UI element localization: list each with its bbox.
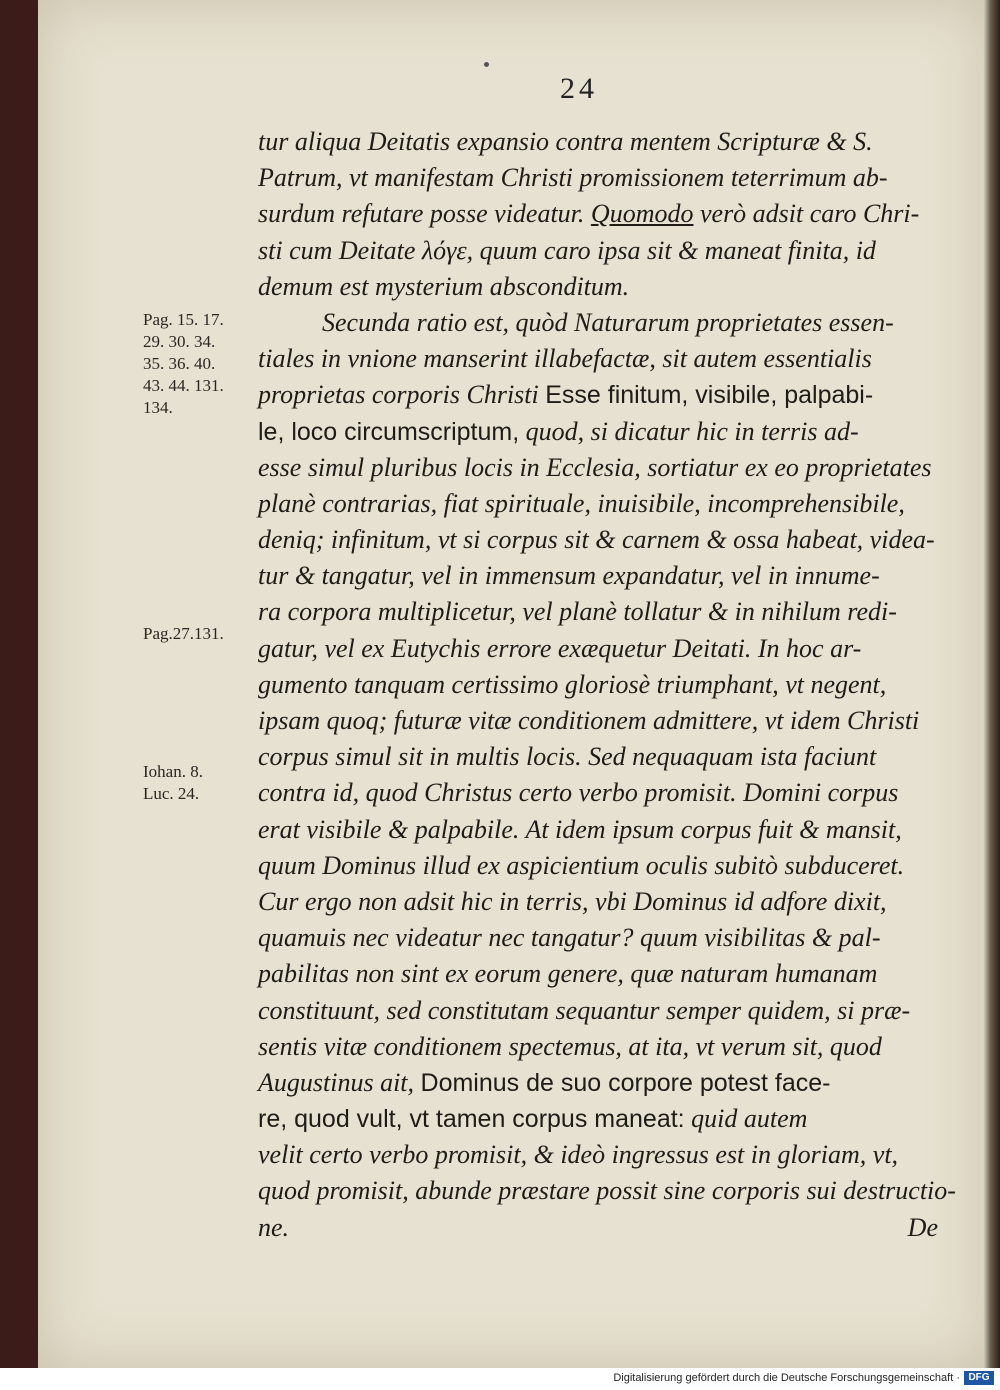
margin-note-ref: 29. 30. 34.: [143, 332, 216, 351]
text-line: contra id, quod Christus certo verbo promisit. Domini corpus: [258, 778, 899, 808]
underlined-word: Quomodo: [590, 199, 694, 229]
roman-text: Dominus de suo corpore potest face-: [420, 1068, 831, 1097]
text-line: tur aliqua Deitatis expansio contra mentem Scripturæ & S.: [258, 127, 873, 156]
text-line: planè contrarias, fiat spirituale, inuisibile, incomprehensibile,: [258, 488, 905, 518]
text-line: [258, 1065, 938, 1101]
text-line: [258, 1101, 938, 1137]
text-line: tiales in vnione manserint illabefactæ, sit autem essentialis: [258, 344, 872, 374]
text-line: Secunda ratio est, quòd Naturarum proprietates essen-: [322, 307, 894, 337]
text-line: demum est mysterium absconditum.: [258, 271, 630, 301]
text-line: Cur ergo non adsit hic in terris, vbi Dominus id adfore dixit,: [258, 886, 887, 916]
text-segment: Augustinus ait,: [258, 1067, 415, 1097]
text-line: gatur, vel ex Eutychis errore exæquetur Deitati. In hoc ar-: [258, 633, 862, 663]
margin-note-ref: Luc. 24.: [143, 784, 200, 803]
text-line: pabilitas non sint ex eorum genere, quæ naturam humanam: [258, 959, 878, 989]
text-segment: proprietas corporis Christi: [258, 380, 539, 410]
text-line: deniq; infinitum, vt si corpus sit & carnem & ossa habeat, videa-: [258, 525, 935, 555]
text-line: quamuis nec videatur nec tangatur? quum visibilitas & pal-: [258, 923, 881, 953]
text-line: erat visibile & palpabile. At idem ipsum corpus fuit & mansit,: [258, 814, 902, 844]
text-segment: surdum refutare posse videatur.: [258, 199, 585, 229]
text-line: esse simul pluribus locis in Ecclesia, sortiatur ex eo proprietates: [258, 452, 932, 482]
text-line: ipsam quoq; futuræ vitæ conditionem admittere, vt idem Christi: [258, 706, 920, 735]
dfg-logo: DFG: [964, 1371, 994, 1385]
text-line: [258, 414, 938, 450]
margin-note-ref: 43. 44. 131.: [143, 376, 224, 395]
text-line: tur & tangatur, vel in immensum expandatur, vel in innume-: [258, 561, 880, 591]
text-line: ra corpora multiplicetur, vel planè tollatur & in nihilum redi-: [258, 597, 897, 627]
page-binding-edge: [984, 0, 1000, 1368]
text-segment: ne.: [258, 1212, 290, 1242]
margin-note-ref: Iohan. 8.: [143, 762, 203, 781]
text-line: corpus simul sit in multis locis. Sed nequaquam ista faciunt: [258, 742, 877, 772]
text-line: quum Dominus illud ex aspicientium oculis subitò subduceret.: [258, 850, 905, 880]
text-line: constituunt, sed constitutam sequantur semper quidem, si præ-: [258, 995, 911, 1025]
margin-note-ref: Pag.27.131.: [143, 624, 224, 643]
text-line: [258, 196, 938, 232]
page-mark-dot: [484, 62, 489, 67]
catchword: De: [907, 1212, 938, 1242]
roman-text: le, loco circumscriptum,: [258, 417, 520, 446]
margin-note-ref: 134.: [143, 398, 173, 417]
text-line: [258, 377, 938, 413]
footer-credit: Digitalisierung gefördert durch die Deutsche Forschungsgemeinschaft ·: [613, 1372, 960, 1384]
roman-text: re, quod vult, vt tamen corpus maneat:: [258, 1105, 685, 1134]
text-line: velit certo verbo promisit, & ideò ingressus est in gloriam, vt,: [258, 1140, 899, 1170]
roman-text: Esse finitum, visibile, palpabi-: [545, 381, 874, 410]
text-segment: quid autem: [691, 1104, 808, 1134]
text-segment: verò adsit caro Chri-: [699, 199, 920, 229]
text-segment: quod, si dicatur hic in terris ad-: [525, 416, 859, 446]
text-line: quod promisit, abunde præstare possit sine corporis sui destructio-: [258, 1176, 956, 1206]
text-line: gumento tanquam certissimo gloriosè triumphant, vt negent,: [258, 669, 887, 699]
margin-note-ref: Pag. 15. 17.: [143, 310, 224, 329]
text-line: sti cum Deitate λόγε, quum caro ipsa sit & maneat finita, id: [258, 235, 876, 265]
body-text: [258, 124, 956, 1246]
text-line: Patrum, vt manifestam Christi promissionem teterrimum ab-: [258, 163, 888, 193]
page-number: 24: [560, 72, 598, 105]
margin-note-ref: 35. 36. 40.: [143, 354, 216, 373]
text-line: [258, 1210, 938, 1246]
text-line: sentis vitæ conditionem spectemus, at ita, vt verum sit, quod: [258, 1031, 882, 1061]
